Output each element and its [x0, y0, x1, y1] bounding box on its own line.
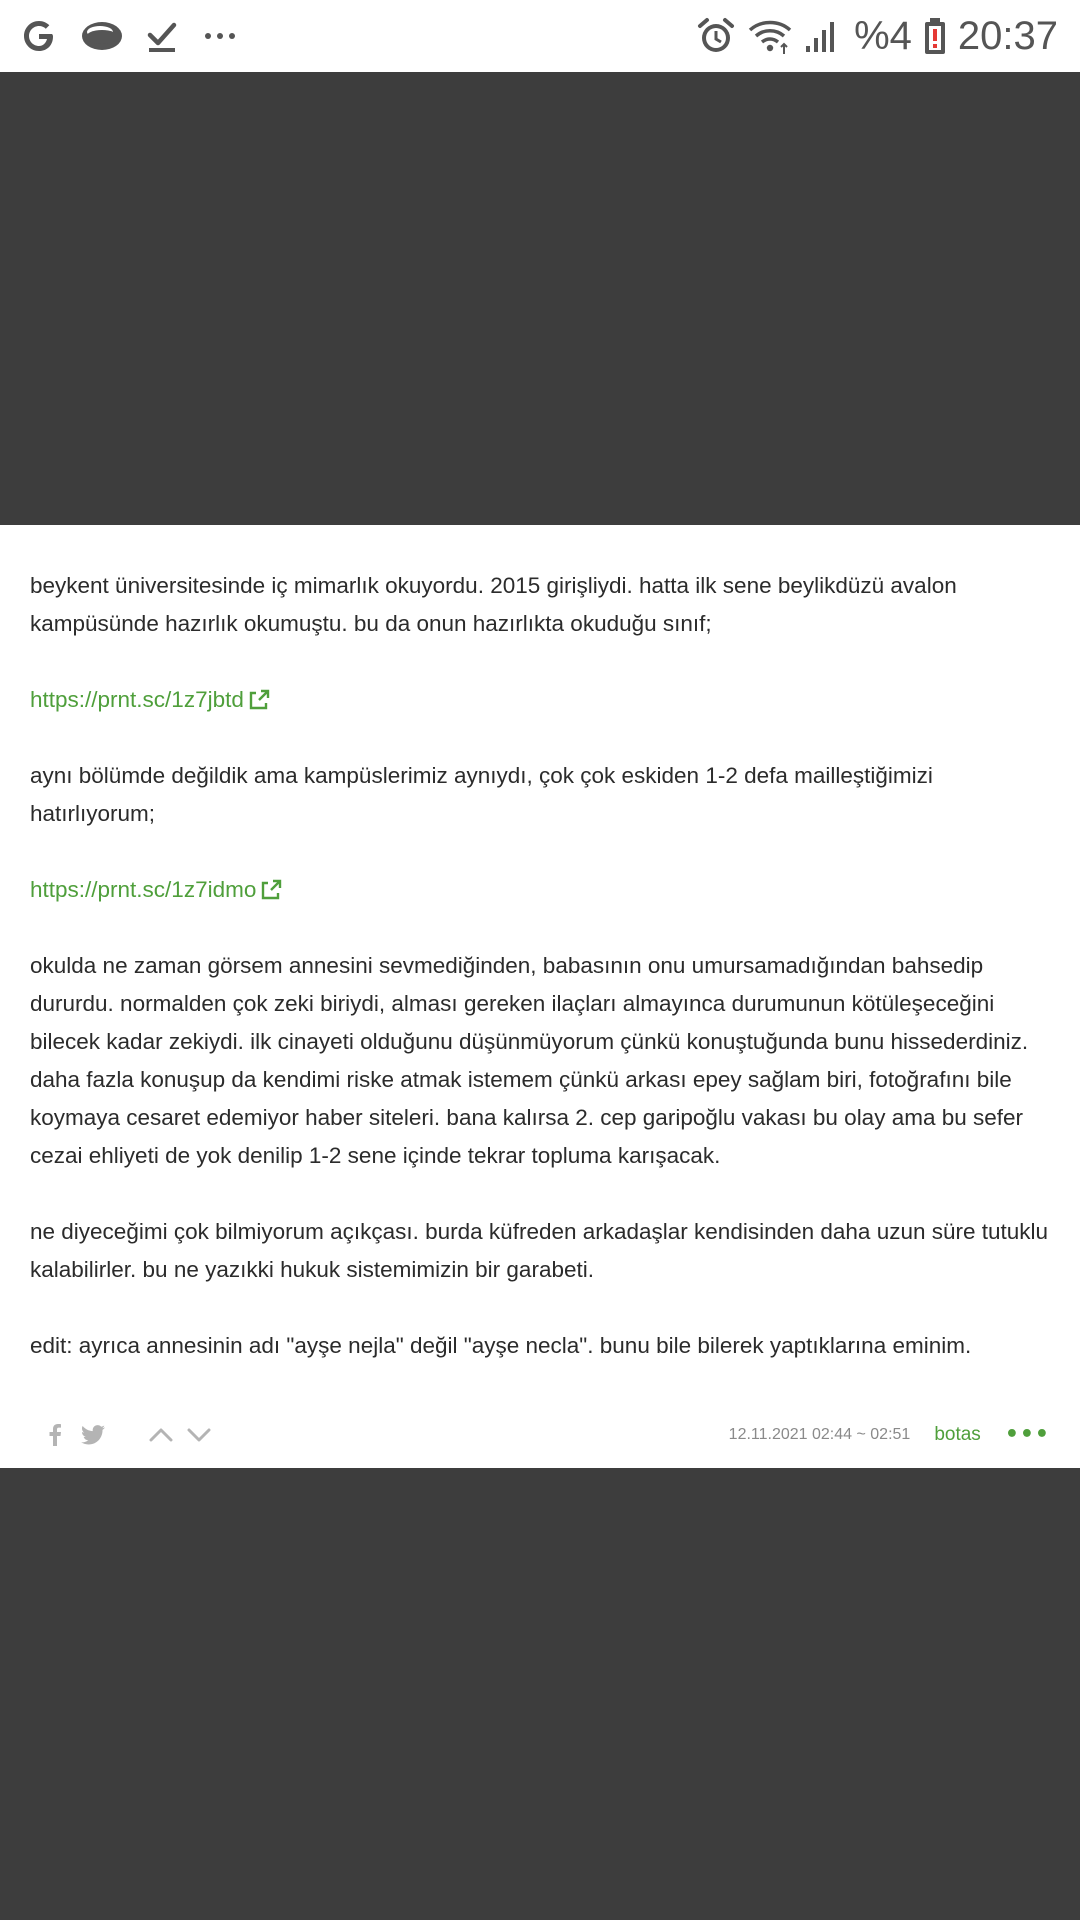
entry-link-row-2 — [30, 871, 1050, 909]
entry-link-2[interactable] — [30, 871, 283, 909]
entry-paragraph-1: beykent üniversitesinde iç mimarlık okuyordu. 2015 girişliydi. hatta ilk sene beylikdüzü avalon kampüsünde hazırlık okumuştu. bu da onun hazırlıkta okuduğu sınıf; — [30, 573, 957, 636]
entry-footer — [30, 1413, 1050, 1457]
entry-actions — [30, 1420, 214, 1450]
signal-icon — [804, 12, 840, 60]
entry-link-1-text: https://prnt.sc/1z7jbtd — [30, 687, 244, 712]
entry-paragraph-4: ne diyeceğimi çok bilmiyorum açıkçası. burda küfreden arkadaşlar kendisinden daha uzun süre tutuklu kalabilirler. bu ne yazıkki hukuk sistemimizin bir garabeti. — [30, 1219, 1049, 1282]
battery-percentage: %4 — [854, 14, 912, 58]
entry-link-row-1 — [30, 681, 1050, 719]
entry-link-2-text: https://prnt.sc/1z7idmo — [30, 877, 257, 902]
wifi-icon — [746, 12, 794, 60]
more-options-button[interactable]: ••• — [1004, 1422, 1050, 1447]
entry-paragraph-2: aynı bölümde değildik ama kampüslerimiz aynıydı, çok çok eskiden 1-2 defa mailleştiğimizi hatırlıyorum; — [30, 763, 933, 826]
status-bar — [0, 0, 1080, 72]
dark-backdrop-top[interactable] — [0, 72, 1080, 525]
entry-date[interactable]: 12.11.2021 02:44 ~ 02:51 — [728, 1426, 911, 1443]
entry-paragraph-5: edit: ayrıca annesinin adı "ayşe nejla" değil "ayşe necla". bunu bile bilerek yaptıklarına eminim. — [30, 1333, 972, 1358]
external-link-icon — [259, 878, 283, 902]
entry-card — [0, 525, 1080, 1468]
entry-link-1[interactable] — [30, 681, 271, 719]
entry-body — [30, 567, 1050, 1365]
facebook-icon[interactable] — [40, 1420, 70, 1450]
alarm-icon — [696, 12, 736, 60]
more-dots-icon — [200, 12, 240, 60]
google-g-icon — [20, 12, 58, 60]
entry-paragraph-3: okulda ne zaman görsem annesini sevmediğinden, babasının onu umursamadığından bahsedip dururdu. normalden çok zeki biriydi, alması gereken ilaçları almayınca durumunun kötüleşeceğini bilecek kadar zekiydi. ilk cinayeti olduğunu düşünmüyorum çünkü konuştuğunda bunu hissederdiniz. daha fazla konuşup da kendimi riske atmak istemem çünkü arkası epey sağlam biri, fotoğrafını bile koymaya cesaret edemiyor haber siteleri. bana kalırsa 2. cep garipoğlu vakası bu olay ama bu sefer cezai ehliyeti de yok denilip 1-2 sene içinde tekrar topluma karışacak. — [30, 953, 1029, 1168]
status-bar-notifications — [20, 12, 262, 60]
twitter-icon[interactable] — [78, 1420, 108, 1450]
bubble-icon — [80, 12, 124, 60]
status-bar-system — [686, 12, 1058, 60]
external-link-icon — [247, 688, 271, 712]
entry-author[interactable]: botas — [934, 1424, 981, 1445]
downvote-chevron-icon[interactable] — [184, 1420, 214, 1450]
checkmark-icon — [146, 12, 178, 60]
entry-meta — [729, 1424, 1050, 1446]
upvote-chevron-icon[interactable] — [146, 1420, 176, 1450]
dark-backdrop-bottom[interactable] — [0, 1468, 1080, 1920]
clock: 20:37 — [957, 14, 1058, 58]
battery-low-icon — [922, 12, 948, 60]
